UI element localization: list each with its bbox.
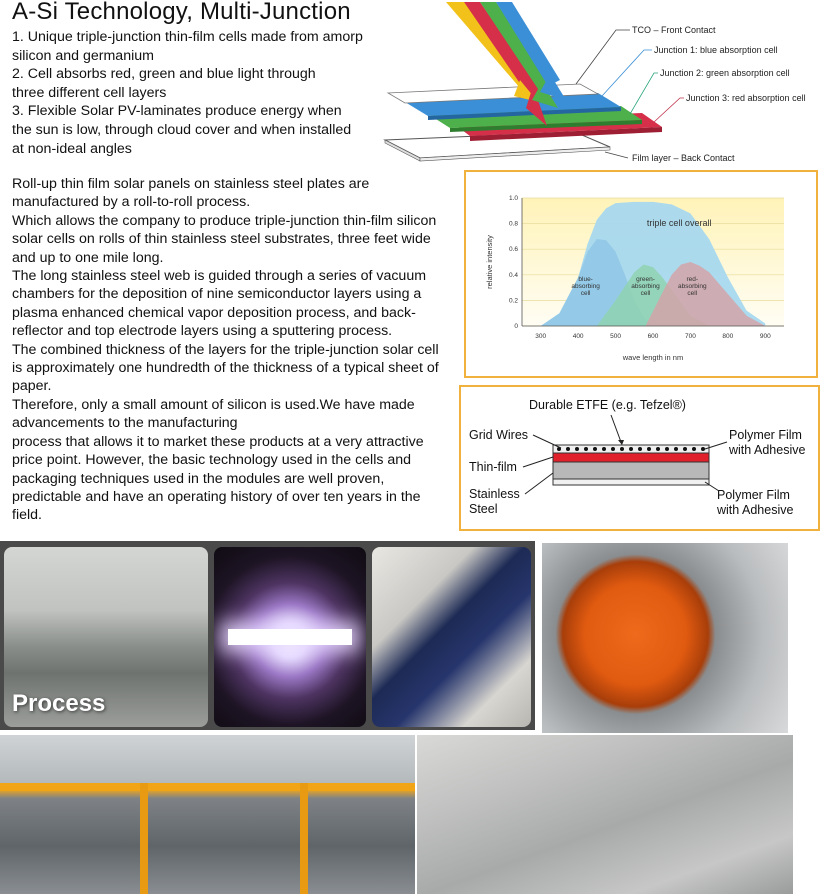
grid-wire-dot [593,447,597,451]
intro-line: 2. Cell absorbs red, green and blue light through [12,66,316,83]
grid-wire-dot [647,447,651,451]
x-tick-label: 800 [722,333,734,340]
plasma-chamber-photo [214,547,366,727]
x-tick-label: 600 [647,333,659,340]
x-axis-label: wave length in nm [622,353,684,362]
steel-equipment-photo [417,735,793,894]
grid-wire-dot [674,447,678,451]
y-tick-label: 0.6 [508,246,518,254]
body-text [12,175,440,525]
y-tick-label: 0.8 [508,220,518,228]
thin-film-label: Thin-film [469,460,517,474]
junction-1-label: Junction 1: blue absorption cell [654,45,778,55]
body-paragraph: Roll-up thin film solar panels on stainless steel plates are manufactured by a roll-to-roll process. [12,176,370,211]
grid-wire-dot [638,447,642,451]
series-label-overall: triple cell overall [646,218,712,229]
body-paragraph: The combined thickness of the layers for the triple-junction solar cell is approximately one hundredth of the thickness of a typical sheet of paper. [12,341,439,395]
y-tick-label: 0.4 [508,271,518,279]
body-paragraph: The long stainless steel web is guided through a series of vacuum chambers for the deposition of nine semiconductor layers using a plasma enhanced chemical vapor deposition process, and back-reflector and top electrode layers using a sputtering process. [12,268,427,340]
y-tick-label: 1.0 [508,195,518,202]
grid-wire-dot [683,447,687,451]
junction-2-label: Junction 2: green absorption cell [660,68,790,78]
etfe-diagram [461,387,818,529]
production-hall-photo [0,735,415,894]
y-tick-label: 0 [514,323,518,330]
intro-line: silicon and germanium [12,47,154,64]
x-tick-label: 300 [535,333,547,340]
polymer-top-label-2: with Adhesive [729,443,806,457]
grid-wire-dot [584,447,588,451]
spectrum-chart-frame [464,170,818,378]
tco-label: TCO – Front Contact [632,25,716,35]
intro-line: 1. Unique triple-junction thin-film cells made from amorp [12,29,363,45]
thin-film-layer [553,453,709,462]
x-tick-label: 700 [684,333,696,340]
body-paragraph: Therefore, only a small amount of silicon is used.We have made advancements to the manufacturing [12,396,415,432]
etfe-label: Durable ETFE (e.g. Tefzel®) [529,398,686,412]
stainless-label-2: Steel [469,502,498,516]
grid-wires-label: Grid Wires [469,428,529,442]
polymer-bottom-label-2: with Adhesive [717,503,794,517]
grid-wire-dot [701,447,705,451]
grid-wire-dot [656,447,660,451]
grid-wire-dot [665,447,669,451]
grid-wire-dot [692,447,696,451]
x-tick-label: 900 [759,333,771,340]
polymer-bottom-layer [553,479,709,485]
body-paragraph: process that allows it to market these products at a very attractive price point. However, the basic technology used in the cells and packaging techniques used in the modules are well proven, predictable and have an operating history of over ten years in the field. [12,433,424,524]
grid-wire-dot [566,447,570,451]
y-tick-label: 0.2 [508,297,518,305]
stainless-steel-layer [553,462,709,479]
series-label-1: blue-absorbing cell [571,276,600,298]
film-layer-label: Film layer – Back Contact [632,153,735,163]
intro-line: the sun is low, through cloud cover and when installed [12,121,352,138]
grid-wire-dot [620,447,624,451]
grid-wire-dot [575,447,579,451]
intro-line: at non-ideal angles [12,140,132,157]
grid-wire-dot [611,447,615,451]
grid-wire-dot [629,447,633,451]
polymer-top-label-1: Polymer Film [729,428,802,442]
stainless-label-1: Stainless [469,487,520,501]
junction-3-label: Junction 3: red absorption cell [686,93,806,103]
intro-line: three different cell layers [12,84,167,101]
series-label-2: green-absorbing cell [631,276,660,298]
grid-wire-dot [602,447,606,451]
series-label-3: red-absorbing cell [678,276,707,298]
body-paragraph: Which allows the company to produce triple-junction thin-film silicon solar cells on rolls of thin stainless steel substrates, three feet wide and up to one mile long. [12,212,437,266]
junction-layers-diagram [380,0,821,170]
etfe-diagram-frame [459,385,820,531]
roll-to-roll-web-photo [372,547,531,727]
process-label: Process [12,690,106,717]
intro-list [12,28,384,158]
intro-line: 3. Flexible Solar PV-laminates produce energy when [12,103,342,120]
x-tick-label: 500 [610,333,622,340]
spectrum-chart [466,172,816,376]
y-axis-label: relative intensity [485,235,494,289]
x-tick-label: 400 [572,333,584,340]
polymer-bottom-label-1: Polymer Film [717,488,790,502]
vacuum-chamber-photo [542,543,788,733]
page-title: A-Si Technology, Multi-Junction [12,0,351,25]
